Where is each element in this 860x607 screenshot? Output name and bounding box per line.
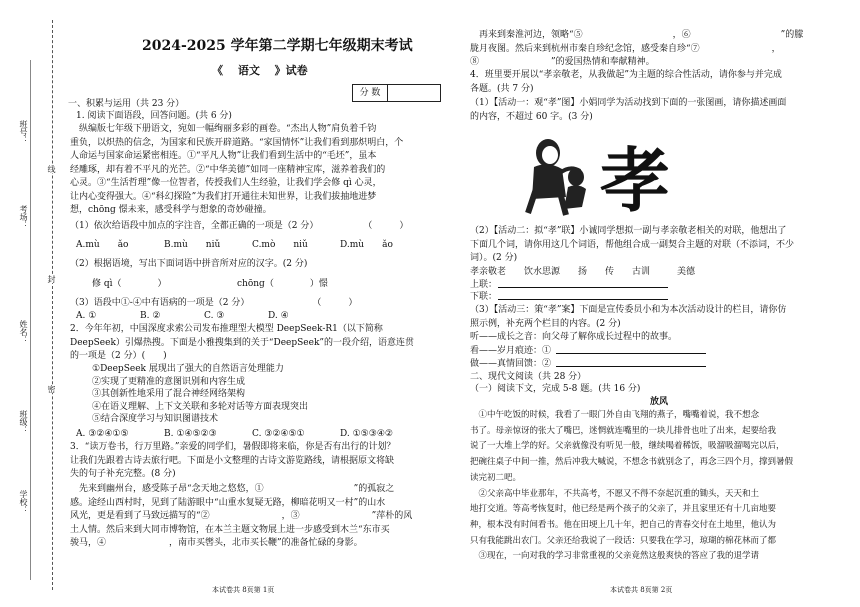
paragraph-line: 把碗往桌子中间一推，然后冲我大喊说，不想念书就别念了，再念三四个月，撑到暑假: [470, 457, 794, 468]
upper-couplet-input[interactable]: [498, 287, 668, 288]
question-1-2: （2）根据语境，写出下面词语中拼音所对应的汉字。(2 分): [70, 259, 308, 269]
score-box: [352, 84, 441, 102]
section-2-heading: 二、现代文阅读（共 28 分）: [470, 372, 587, 382]
word-bank: 孝亲敬老 饮水思源 扬 传 古训 美德: [470, 267, 696, 277]
paragraph-line: 地打交道。等高考恢复时，他已经是两个孩子的父亲了，并且家里还有十几亩地要: [470, 504, 777, 515]
paragraph-line: 只有我能跳出农门。父亲还给我说了一段话：只要我在学习，琼瑚的棉花林而了都: [470, 535, 777, 546]
cut-mark-seal: 封: [47, 275, 56, 283]
page-footer: 本试卷共 8页第 1页: [212, 586, 275, 594]
paragraph-line: 读完初二吧。: [470, 472, 522, 483]
option-a[interactable]: A. ③②④①⑤: [76, 429, 129, 439]
field-name: 姓名：: [19, 320, 28, 344]
margin-rule: [30, 60, 32, 580]
field-exam-room: 考场：: [19, 205, 28, 229]
option-d[interactable]: D. ①⑤③④②: [340, 429, 393, 439]
question-3-continued: 再来到秦淮河边，领略“⑤ ，⑥ ”的朦 胧月夜图。然后来到杭州市秦自珍纪念馆，感受秦自珍“⑦ ， ⑧ ”的爱国热情和奉献精神。: [470, 30, 804, 67]
activity-3: （3）【活动三：策“孝”案】下面是宣传委员小和为本次活动设计的栏目，请你仿 照示例，补充两个栏目的内容。(2 分): [470, 305, 787, 329]
paragraph-line: ②父亲高中毕业那年，不共高考，不愿又不得不奈起沉重的锄头，天天和土: [470, 488, 760, 499]
paragraph-line: 种，根本没有时间看书。他在田埂上几十年，把自己的青春交付在土地里，他认为: [470, 519, 777, 530]
field-class: 班级：: [19, 410, 28, 434]
upper-couplet-label: 上联：: [470, 280, 498, 290]
page-2: [470, 0, 855, 607]
xiao-character: 孝: [600, 139, 670, 220]
list-item: ②实现了更精准的意图识别和内容生成: [92, 376, 246, 387]
answer-field[interactable]: 修 qì（ ）: [92, 279, 167, 289]
paragraph-line: ③现在，一向对我的学习非常重视的父亲竟然这般爽快的答应了我的退学请: [470, 551, 760, 562]
field-school: 学校：: [19, 490, 28, 514]
page-footer: 本试卷共 8页第 2页: [610, 586, 673, 594]
passage-line: 重负，以炽热的信念，为国家和民族开辟道路。“家国情怀”让我们看到那炽明白，个: [70, 137, 404, 148]
option-a[interactable]: A. ①: [76, 311, 97, 321]
answer-line-2[interactable]: [556, 366, 706, 367]
question-2: 2．今年年初，中国深度求索公司发布推理型大模型 DeepSeek-R1（以下简称 DeepSeek）引爆热搜。下面是小雅搜集到的关于“DeepSeek”的一段介绍，语意连贯 的一项是（2 分）( ): [70, 324, 415, 361]
question-2-items: [92, 363, 308, 426]
passage-line: 人命运与国家命运紧密相连。①“平凡人物”让我们看到生活中的“毛坯”，虽本: [70, 151, 377, 161]
question-1-1: （1）依次给语段中加点的字注音，全都正确的一项是（2 分） （ ）: [70, 221, 409, 231]
question-1-3: （3）语段中①-④中有语病的一项是（2 分） （ ）: [70, 298, 358, 308]
article-body: [470, 408, 793, 565]
exam-subject: 《 语文 》试卷: [212, 64, 308, 77]
list-item: ③其创新性地采用了混合神经网络架构: [92, 389, 246, 399]
passage-line: 心灵。③“生活哲理”像一位智者，传授我们人生经验，让我们学会修 qì 心灵，: [70, 178, 382, 188]
question-1: 1. 阅读下面语段，回答问题。(共 6 分): [76, 111, 232, 121]
answer-line-1[interactable]: [556, 353, 706, 354]
activity-3-lines: 听——成长之音：向父母了解你成长过程中的故事。 看——岁月痕迹：① 做——真情回馈：②: [470, 332, 678, 369]
list-item: ④在语义理解、上下文关联和多轮对话等方面表现突出: [92, 401, 309, 412]
cut-mark-line: 线: [47, 165, 56, 173]
passage-line: 纵编版七年级下册语文，宛如一幅绚丽多彩的画卷。“杰出人物”肩负着千钧: [70, 124, 377, 134]
cut-mark-secret: 密: [47, 385, 56, 393]
option-a[interactable]: A.mù ǎo: [76, 240, 129, 250]
filial-piety-image: [520, 125, 670, 220]
option-c[interactable]: C. ③②④⑤①: [252, 429, 305, 439]
passage: [70, 123, 403, 218]
passage-line: 想，chōng 憬未来，感受科学与想象的奇妙碰撞。: [70, 205, 272, 215]
question-4: 4．班里要开展以“孝亲敬老，从我做起”为主题的综合性活动，请你参与并完成 各题。(共 7 分): [470, 70, 782, 94]
activity-1: （1）【活动一：观“孝”图】小娟同学为活动找到下面的一张图画，请你描述画面 的内容，不超过 60 字。(3 分): [470, 98, 787, 122]
option-d[interactable]: D. ④: [268, 311, 289, 321]
article-title: 放风: [650, 397, 669, 407]
section-1-heading: 一、积累与运用（共 23 分）: [68, 99, 185, 109]
option-b[interactable]: B. ②: [140, 311, 161, 321]
answer-field[interactable]: chōng（ ）憬: [237, 279, 328, 289]
xiao-illustration: [520, 125, 670, 220]
page-1: [62, 0, 447, 607]
option-b[interactable]: B.mù niǔ: [164, 240, 221, 250]
lower-couplet-label: 下联：: [470, 292, 498, 302]
list-item: ①DeepSeek 展现出了强大的自然语言处理能力: [92, 364, 284, 374]
passage-line: 经雕琢，却有着不平凡的光芒。②“中华美德”如同一座精神宝库，滋养着我们的: [70, 164, 386, 175]
list-item: ⑤结合深度学习与知识图谱技术: [92, 414, 219, 424]
paragraph-line: 说了一大堆上学的好。父亲就像没有听见一般，继续喝着稀饭，吸溜吸溜喝完以后，: [470, 441, 785, 452]
lower-couplet-input[interactable]: [498, 299, 668, 300]
question-3-passage: 先来到幽州台，感受陈子昂“念天地之悠悠，① ”的孤寂之 感。途经山西村时，见到了陆游眼中“山重水复疑无路，柳暗花明又一村”的山水 风光，更是看到了马致远描写的“② ，③ ”萍朴的风 土人情。然后来到大同市博物馆，在本兰主题文物展上进一步感受到木兰“东市买 骏马，④ ，南市买辔头，北市买长鞭”的准备忙碌的身影。: [70, 484, 413, 548]
exam-title: 2024-2025 学年第二学期七年级期末考试: [142, 38, 413, 54]
field-class-no: 班号：: [19, 120, 28, 144]
option-c[interactable]: C.mò niǔ: [252, 240, 308, 250]
option-b[interactable]: B. ①④⑤②③: [164, 429, 217, 439]
reading-1-heading: （一）阅读下文，完成 5-8 题。(共 16 分): [470, 384, 641, 394]
activity-2: （2）【活动二：拟“孝”联】小诚同学想拟一副与孝亲敬老相关的对联，他想出了 下面几个词，请你用这几个词语，帮他组合成一副契合主题的对联（不添词，不少 词）。(2 分): [470, 226, 795, 263]
score-label: 分 数: [353, 85, 388, 101]
paragraph-line: ①中午吃饭的时候，我看了一眼门外自由飞翔的燕子，嘴嘴着说，我不想念: [470, 410, 760, 420]
option-c[interactable]: C. ③: [204, 311, 225, 321]
question-3: 3．“读万卷书，行万里路。”亲爱的同学们，暑假即将来临，你是否有出行的计划？ 让我们先跟着古诗去旅行吧。下面是小文整理的古诗文游览路线，请根据原文将缺 失的句子补充完整。(8 分): [70, 442, 396, 479]
passage-line: 让内心变得强大。④“科幻探险”为我们打开通往未知世界，让我们拔抽地进梦: [70, 191, 377, 202]
paragraph-line: 书了。母亲惊讶的张大了嘴巴，迷惘就连嘴里的一块儿排骨也吐了出来，起要给我: [470, 425, 777, 436]
score-input[interactable]: [388, 85, 440, 101]
cut-line: [52, 20, 53, 590]
option-d[interactable]: D.mù ǎo: [340, 240, 393, 250]
